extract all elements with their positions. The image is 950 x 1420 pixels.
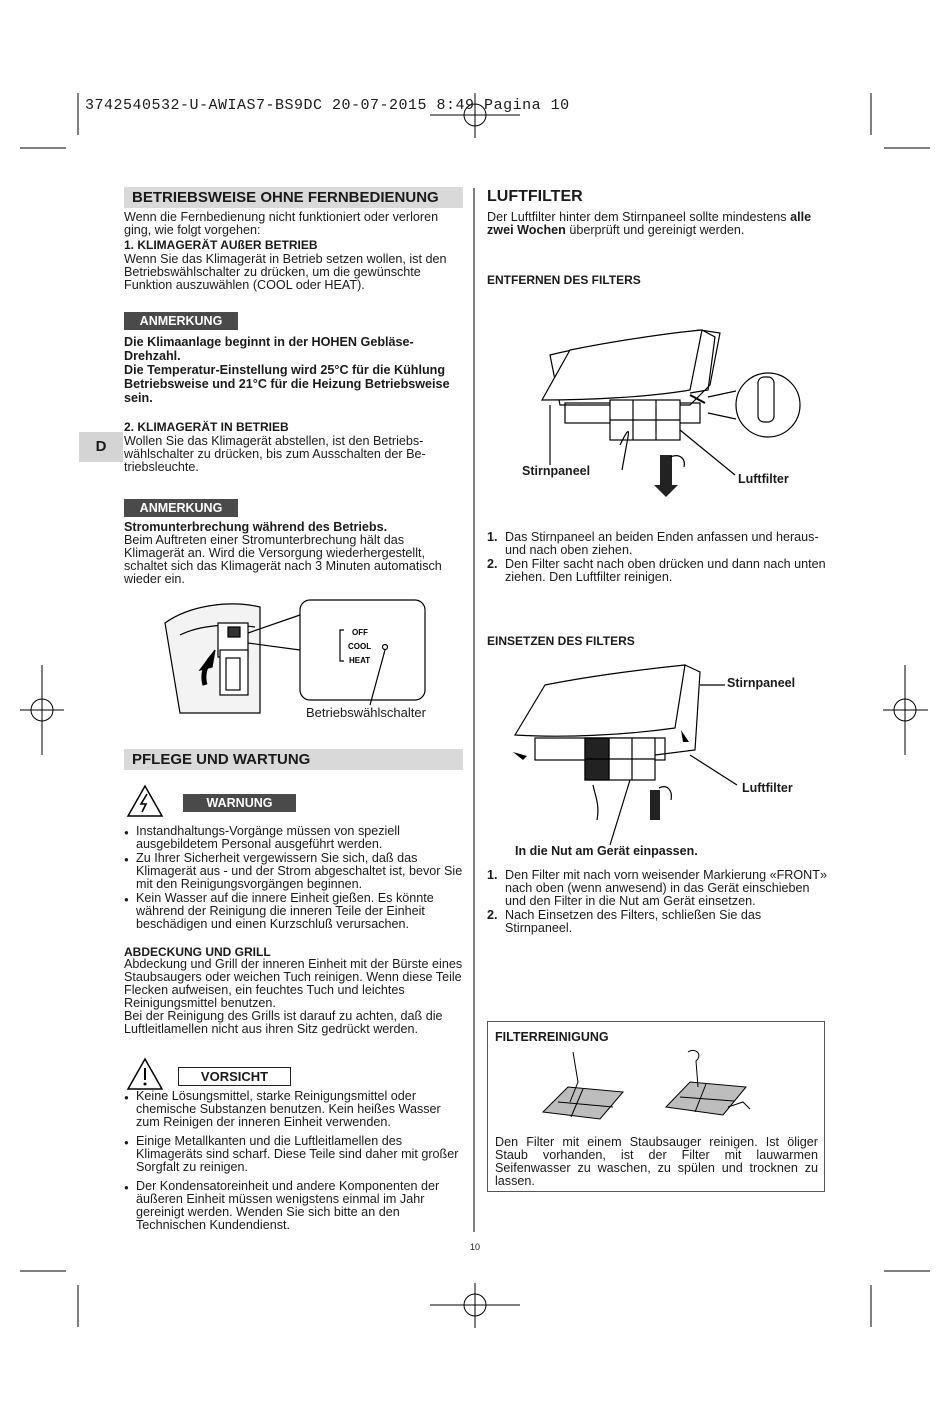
caution-bullet-3: ● Der Kondensatoreinheit und andere Komponenten der äußeren Einheit müssen wenigstens einmal im Jahr gereinigt werden. Wenden Sie sich bitte an den Technischen Kundendienst. [124, 1180, 463, 1232]
section-title-operation: BETRIEBSWEISE OHNE FERNBEDIENUNG [124, 187, 463, 208]
step2-text: Wollen Sie das Klimagerät abstellen, ist den Betriebs-wählschalter zu drücken, bis zum Ausschalten der Be-triebsleuchte. [124, 434, 426, 474]
caution-icon [126, 1057, 164, 1091]
language-tab: D [79, 432, 123, 462]
step1-text: Wenn Sie das Klimagerät in Betrieb setzen wollen, ist den Betriebswählschalter zu drücken, um die gewünschte Funktion auszuwählen (COOL oder HEAT). [124, 252, 447, 292]
insert-label-slot: In die Nut am Gerät einpassen. [515, 844, 698, 858]
insert-step-1: 1. Den Filter mit nach vorn weisender Markierung «FRONT» nach oben (wenn anwesend) in das Gerät einschieben und den Filter in die Nut am Gerät einsetzen. [487, 868, 827, 908]
insert-label-panel: Stirnpaneel [727, 676, 796, 690]
switch-caption: Betriebswählschalter [306, 705, 426, 720]
intro-part-c: überprüft und gereinigt werden. [565, 223, 745, 237]
insert-step-1-text: Den Filter mit nach vorn weisender Markierung «FRONT» nach oben (wenn anwesend) in das Gerät einschieben und den Filter in die Nut am Gerät einsetzen. [505, 868, 827, 908]
remove-step-2: 2. Den Filter sacht nach oben drücken und dann nach unten ziehen. Den Luftfilter reinigen. [487, 557, 826, 584]
electric-hazard-icon [126, 784, 164, 818]
caution-badge: VORSICHT [178, 1067, 291, 1086]
insert-label-filter: Luftfilter [742, 781, 793, 795]
airfilter-title: LUFTFILTER [487, 188, 583, 205]
filter-cleaning-title: FILTERREINIGUNG [495, 1030, 609, 1044]
filter-cleaning-illustration [538, 1047, 778, 1137]
intro-part-a: Der Luftfilter hinter dem Stirnpaneel sollte mindestens [487, 210, 791, 224]
note1-badge: ANMERKUNG [124, 312, 238, 330]
section-title-care: PFLEGE UND WARTUNG [124, 749, 463, 770]
remove-filter-title: ENTFERNEN DES FILTERS [487, 273, 641, 287]
filter-cleaning-text: Den Filter mit einem Staubsauger reinigen. Ist öliger Staub vorhanden, ist der Filter mit lauwarmen Seifenwasser zu waschen, zu spülen und trocknen zu lassen. [495, 1135, 818, 1188]
caution-bullet-1: ● Keine Lösungsmittel, starke Reinigungsmittel oder chemische Substanzen benutzen. Kein heißes Wasser zum Reinigen der inneren Einheit verwenden. [124, 1090, 463, 1129]
remove-step-1: 1. Das Stirnpaneel an beiden Enden anfassen und heraus-und nach oben ziehen. [487, 530, 819, 557]
intro-emphasis: alle zwei Wochen [487, 210, 812, 237]
remove-step-2-text: Den Filter sacht nach oben drücken und dann nach unten ziehen. Den Luftfilter reinigen. [505, 557, 826, 584]
note2-badge: ANMERKUNG [124, 499, 238, 517]
switch-off-label: OFF [352, 628, 368, 637]
cover-grill-text: Abdeckung und Grill der inneren Einheit mit der Bürste eines Staubsaugers oder weichen Tuch reinigen. Wenn diese Teile Flecken aufweisen, ein feuchtes Tuch und leichtes Reinigungsmittel benutzen. Bei der Reinigung des Grills ist darauf zu achten, daß die Luftleitlamellen nicht aus ihren Sitz gedrückt werden. [124, 957, 463, 1036]
remove-step-1-text: Das Stirnpaneel an beiden Enden anfassen und heraus-und nach oben ziehen. [505, 530, 819, 557]
filter-cleaning-box [487, 1021, 825, 1192]
remove-label-filter: Luftfilter [738, 472, 789, 486]
note2-text: Beim Auftreten einer Stromunterbrechung hält das Klimagerät an. Wird die Versorgung wiederhergestellt, schaltet sich das Klimagerät nach 3 Minuten automatisch wieder ein. [124, 533, 442, 586]
warning-bullet-1: ● Instandhaltungs-Vorgänge müssen von speziell ausgebildetem Personal ausgeführt werden. [124, 825, 463, 851]
insert-step-2-text: Nach Einsetzen des Filters, schließen Sie das Stirnpaneel. [505, 908, 762, 935]
print-header: 3742540532-U-AWIAS7-BS9DC 20-07-2015 8:49 Pagina 10 [85, 97, 570, 114]
step2-title: 2. KLIMAGERÄT IN BETRIEB [124, 420, 289, 434]
insert-filter-title: EINSETZEN DES FILTERS [487, 634, 635, 648]
airfilter-intro [487, 211, 827, 237]
switch-heat-label: HEAT [349, 656, 371, 665]
warning-badge: WARNUNG [183, 794, 296, 812]
note1-text: Die Klimaanlage beginnt in der HOHEN Gebläse-Drehzahl. Die Temperatur-Einstellung wird 25°C für die Kühlung Betriebsweise und 21°C für die Heizung Betriebsweise sein. [124, 335, 450, 405]
insert-step-2: 2. Nach Einsetzen des Filters, schließen Sie das Stirnpaneel. [487, 908, 762, 935]
cover-grill-title: ABDECKUNG UND GRILL [124, 945, 271, 959]
remove-label-panel: Stirnpaneel [522, 464, 591, 478]
note2-title: Stromunterbrechung während des Betriebs. [124, 520, 388, 534]
intro-text: Wenn die Fernbedienung nicht funktioniert oder verloren ging, wie folgt vorgehen: [124, 210, 439, 237]
step1-title: 1. KLIMAGERÄT AUßER BETRIEB [124, 238, 318, 252]
caution-bullet-2: ● Einige Metallkanten und die Luftleitlamellen des Klimageräts sind scharf. Diese Teile sind daher mit großer Sorgfalt zu reinigen. [124, 1135, 463, 1174]
page-number: 10 [470, 1242, 481, 1252]
warning-bullet-3: ● Kein Wasser auf die innere Einheit gießen. Es könnte während der Reinigung die inneren Teile der Einheit beschädigen und einen Kurzschluß verursachen. [124, 892, 463, 931]
operation-switch-illustration [160, 595, 460, 720]
warning-bullet-2: ● Zu Ihrer Sicherheit vergewissern Sie sich, daß das Klimagerät aus - und der Strom abgeschaltet ist, bevor Sie mit den Reinigungsvorgängen beginnen. [124, 852, 463, 891]
switch-cool-label: COOL [348, 642, 372, 651]
